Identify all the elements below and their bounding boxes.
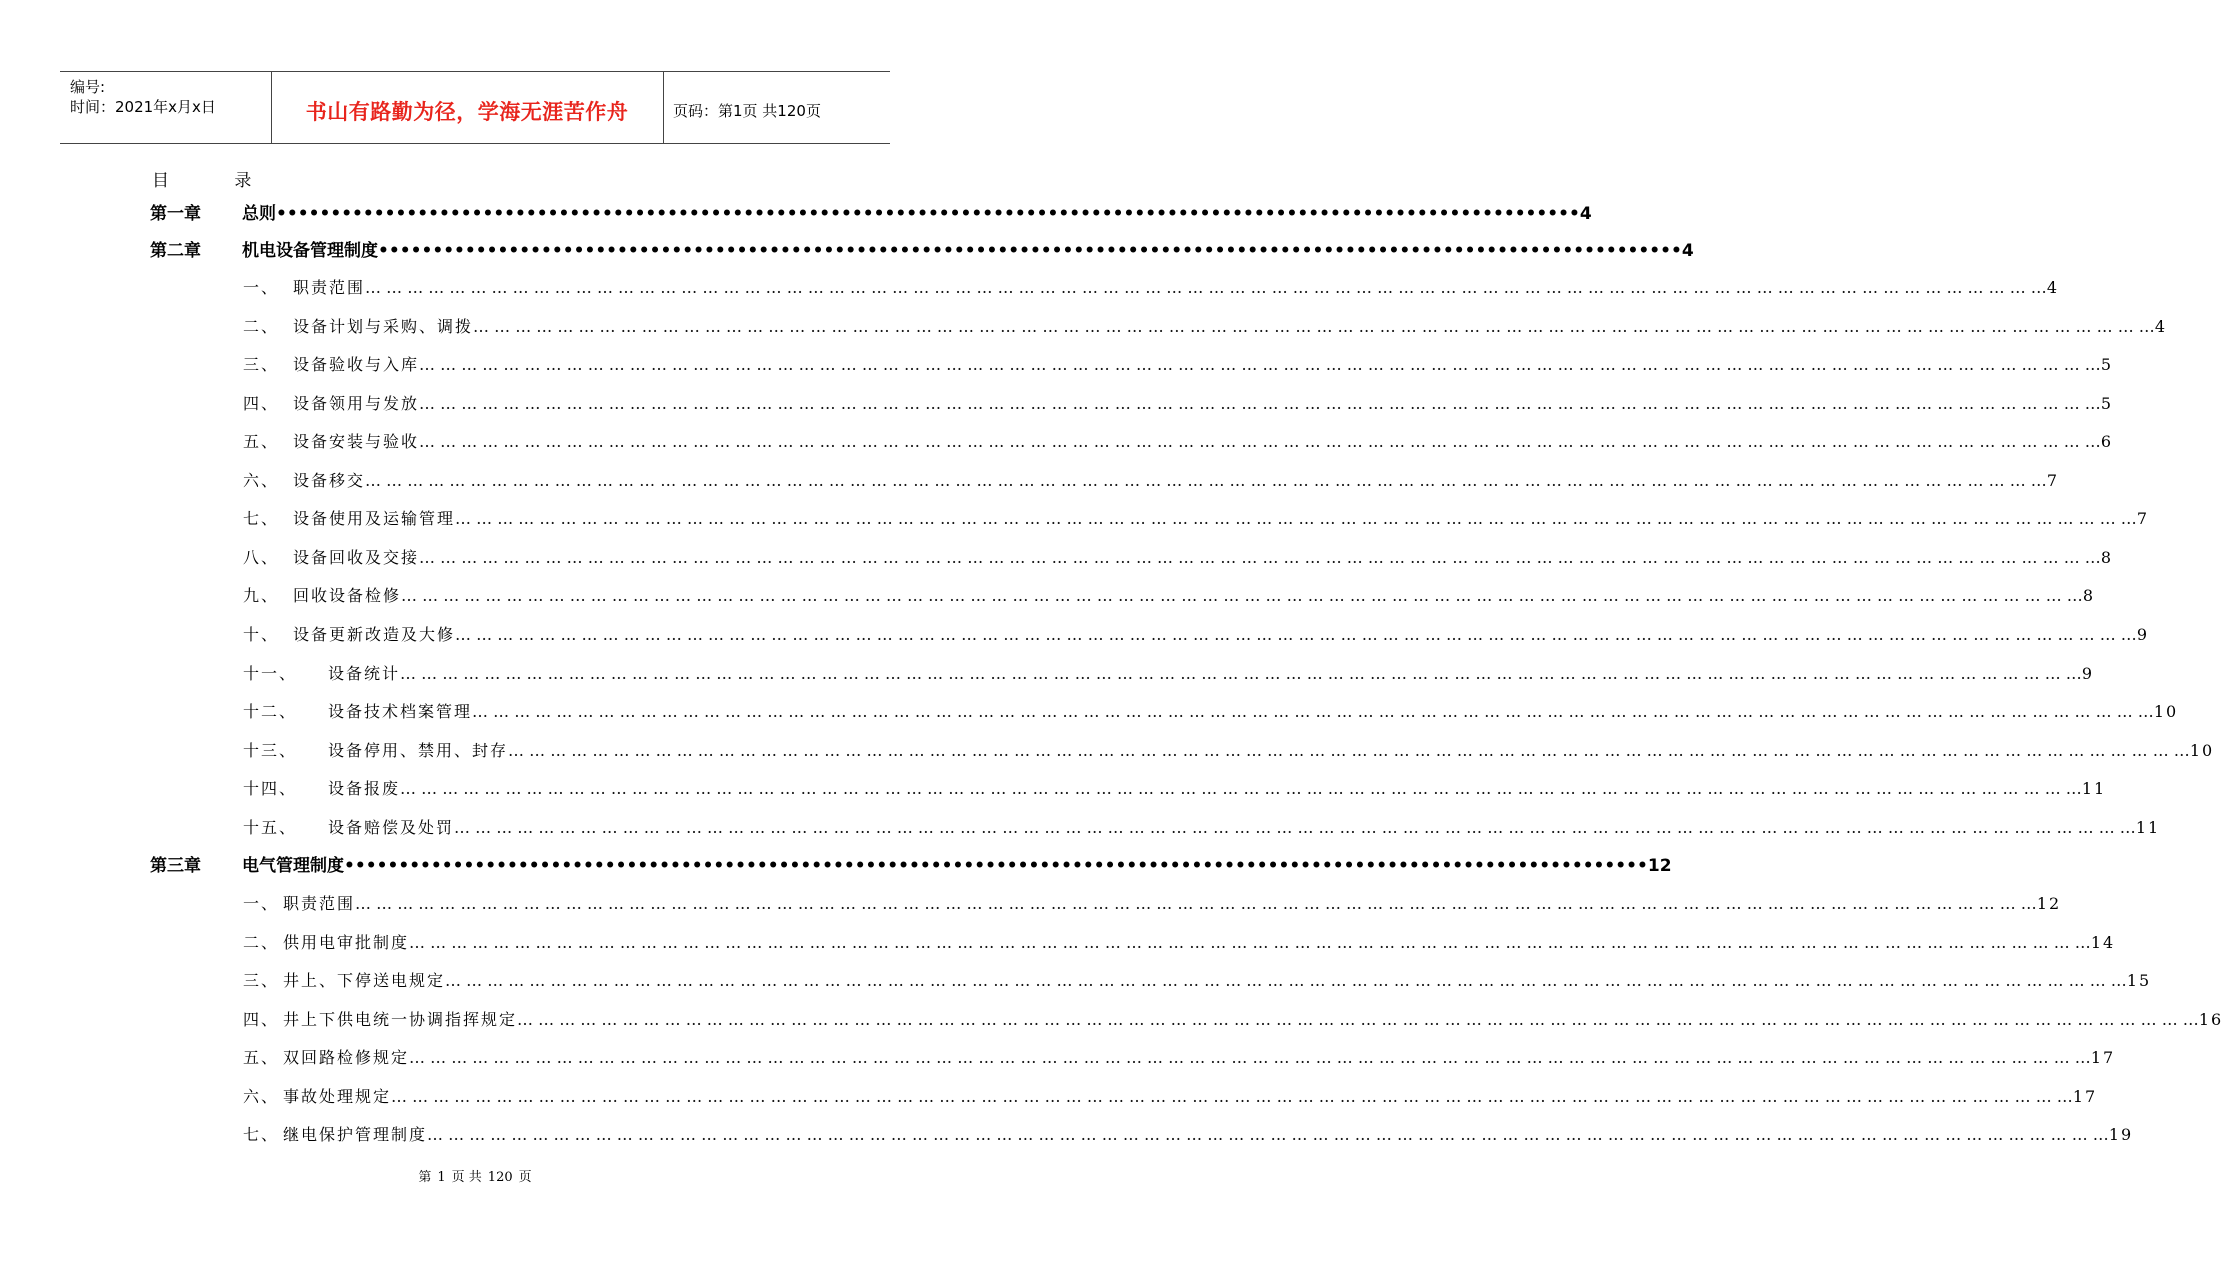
toc-section-title: 继电保护管理制度	[283, 1125, 428, 1145]
toc-section-row[interactable]	[243, 699, 2179, 722]
toc-section-number: 一、	[243, 278, 280, 297]
toc-chapter-label: 第三章	[150, 856, 201, 876]
toc-section-page: 6	[2100, 432, 2113, 452]
toc-section-row[interactable]	[243, 545, 2113, 568]
toc-section-row[interactable]	[243, 468, 2059, 491]
toc-section-number: 四、	[243, 393, 280, 413]
toc-section-page: 9	[2081, 663, 2094, 683]
toc-section-row[interactable]	[243, 275, 2059, 298]
toc-section-title: 设备安装与验收	[293, 432, 420, 452]
toc-section-row[interactable]	[243, 930, 2116, 953]
footer-prefix: 第	[418, 1170, 432, 1185]
toc-section-page: 11	[2135, 817, 2161, 837]
page-header	[60, 71, 890, 144]
toc-section-title: 井上、下停送电规定	[283, 971, 446, 991]
toc-section-title: 双回路检修规定	[283, 1048, 410, 1068]
toc-leader-dots: … … … … … … … … … … … … … … … … … … … … … … … … … … … … … … … … … … … … … … … … … … … … … … … … … … … … … … … … … … … … … … … … … … … … … … … … … … … … … … … …	[472, 702, 2154, 722]
toc-section-row[interactable]	[243, 429, 2113, 452]
toc-section-number: 十五、	[243, 817, 298, 837]
toc-section-title: 供用电审批制度	[283, 932, 410, 952]
toc-leader-dots: … … … … … … … … … … … … … … … … … … … … … … … … … … … … … … … … … … … … … … … … … … … … … … … … … … … … … … … … … … … … … … … … … … … … … … … … … … … … … … … …	[419, 547, 2101, 567]
toc-section-page: 15	[2126, 971, 2152, 991]
toc-section-title: 职责范围	[283, 894, 356, 913]
toc-leader-dots: … … … … … … … … … … … … … … … … … … … … … … … … … … … … … … … … … … … … … … … … … … … … … … … … … … … … … … … … … … … … … … … … … … … … … … … … … … … … … … … …	[455, 624, 2137, 644]
toc-leader-dots: … … … … … … … … … … … … … … … … … … … … … … … … … … … … … … … … … … … … … … … … … … … … … … … … … … … … … … … … … … … … … … … … … … … … … … … … … … … … … … … …	[517, 1009, 2199, 1029]
toc-section-title: 设备赔偿及处罚	[328, 817, 455, 837]
footer-suffix: 页	[518, 1170, 532, 1185]
page-footer	[0, 1166, 950, 1185]
toc-leader-dots: … … … … … … … … … … … … … … … … … … … … … … … … … … … … … … … … … … … … … … … … … … … … … … … … … … … … … … … … … … … … … … … … … … … … … … … … … … … … … … … …	[365, 278, 2047, 297]
header-left-cell	[60, 72, 272, 143]
toc-leader-dots: ••••••••••••••••••••••••••••••••••••••••••••••••••••••••••••••••••••••••••••••••••••••••••••••••••••••••••••••••••••••••	[276, 204, 1580, 224]
footer-page: 1	[437, 1170, 446, 1185]
toc-chapter-page: 4	[1681, 241, 1694, 261]
toc-section-number: 二、	[243, 932, 280, 952]
document-number-label: 编号:	[70, 78, 106, 96]
toc-chapter-title: 总则	[242, 204, 276, 224]
toc-chapter-row[interactable]	[150, 851, 1672, 876]
toc-section-page: 17	[2090, 1048, 2116, 1068]
toc-section-row[interactable]	[243, 622, 2149, 645]
header-middle-cell	[271, 72, 664, 143]
toc-leader-dots: … … … … … … … … … … … … … … … … … … … … … … … … … … … … … … … … … … … … … … … … … … … … … … … … … … … … … … … … … … … … … … … … … … … … … … … … … … … … … … … …	[419, 393, 2101, 413]
toc-section-row[interactable]	[243, 815, 2161, 838]
footer-mid: 页 共	[451, 1170, 482, 1185]
toc-section-number: 五、	[243, 1048, 280, 1068]
toc-section-title: 职责范围	[293, 278, 366, 297]
toc-section-title: 设备使用及运输管理	[293, 509, 456, 529]
toc-section-number: 十四、	[243, 779, 298, 799]
toc-chapter-page: 4	[1579, 204, 1592, 224]
toc-section-number: 十三、	[243, 740, 298, 760]
toc-leader-dots: ••••••••••••••••••••••••••••••••••••••••••••••••••••••••••••••••••••••••••••••••••••••••••••••••••••••••••••••••••••••••	[344, 856, 1648, 876]
toc-leader-dots: … … … … … … … … … … … … … … … … … … … … … … … … … … … … … … … … … … … … … … … … … … … … … … … … … … … … … … … … … … … … … … … … … … … … … … … … … … … … … … … …	[409, 932, 2091, 952]
toc-section-row[interactable]	[243, 738, 2215, 761]
toc-leader-dots: … … … … … … … … … … … … … … … … … … … … … … … … … … … … … … … … … … … … … … … … … … … … … … … … … … … … … … … … … … … … … … … … … … … … … … … … … … … … … … … …	[400, 779, 2082, 799]
toc-section-title: 井上下供电统一协调指挥规定	[283, 1009, 518, 1029]
toc-section-title: 设备报废	[328, 779, 401, 799]
toc-section-number: 三、	[243, 355, 280, 375]
header-page-info: 页码：第1页 共120页	[673, 102, 821, 120]
toc-section-page: 9	[2136, 624, 2149, 644]
toc-leader-dots: … … … … … … … … … … … … … … … … … … … … … … … … … … … … … … … … … … … … … … … … … … … … … … … … … … … … … … … … … … … … … … … … … … … … … … … … … … … … … … … …	[419, 355, 2101, 375]
toc-section-page: 19	[2108, 1125, 2134, 1145]
toc-section-row[interactable]	[243, 506, 2149, 529]
toc-section-page: 14	[2090, 932, 2116, 952]
toc-section-number: 七、	[243, 509, 280, 529]
toc-leader-dots: … … … … … … … … … … … … … … … … … … … … … … … … … … … … … … … … … … … … … … … … … … … … … … … … … … … … … … … … … … … … … … … … … … … … … … … … … … … … … … … …	[401, 586, 2083, 606]
toc-leader-dots: … … … … … … … … … … … … … … … … … … … … … … … … … … … … … … … … … … … … … … … … … … … … … … … … … … … … … … … … … … … … … … … … … … … … … … … … … … … … … … … …	[473, 316, 2155, 336]
toc-section-title: 设备停用、禁用、封存	[328, 740, 509, 760]
toc-section-row[interactable]	[243, 1045, 2116, 1068]
toc-leader-dots: … … … … … … … … … … … … … … … … … … … … … … … … … … … … … … … … … … … … … … … … … … … … … … … … … … … … … … … … … … … … … … … … … … … … … … … … … … … … … … … …	[508, 740, 2190, 760]
toc-chapter-label: 第一章	[150, 204, 201, 224]
toc-section-title: 设备验收与入库	[293, 355, 420, 375]
toc-chapter-row[interactable]	[150, 199, 1592, 224]
toc-section-row[interactable]	[243, 314, 2167, 337]
toc-chapter-title: 机电设备管理制度	[242, 241, 378, 261]
toc-section-page: 10	[2153, 702, 2179, 722]
toc-leader-dots: … … … … … … … … … … … … … … … … … … … … … … … … … … … … … … … … … … … … … … … … … … … … … … … … … … … … … … … … … … … … … … … … … … … … … … … … … … … … … … … …	[454, 817, 2136, 837]
toc-section-page: 4	[2046, 278, 2059, 297]
toc-section-title: 设备技术档案管理	[328, 702, 473, 722]
toc-section-row[interactable]	[243, 1007, 2223, 1030]
toc-section-number: 六、	[243, 1086, 280, 1106]
toc-leader-dots: … … … … … … … … … … … … … … … … … … … … … … … … … … … … … … … … … … … … … … … … … … … … … … … … … … … … … … … … … … … … … … … … … … … … … … … … … … … … … … … …	[455, 509, 2137, 529]
toc-section-page: 8	[2082, 586, 2095, 606]
toc-section-number: 十一、	[243, 663, 298, 683]
toc-section-row[interactable]	[243, 1122, 2134, 1145]
toc-chapter-row[interactable]	[150, 236, 1694, 261]
toc-section-row[interactable]	[243, 661, 2094, 684]
toc-section-page: 11	[2081, 779, 2107, 799]
toc-chapter-title: 电气管理制度	[242, 856, 344, 876]
toc-section-row[interactable]	[243, 891, 2062, 914]
toc-section-row[interactable]	[243, 391, 2113, 414]
toc-section-title: 设备统计	[328, 663, 401, 683]
header-motto: 书山有路勤为径，学海无涯苦作舟	[305, 100, 629, 124]
toc-chapter-page: 12	[1647, 856, 1672, 876]
toc-section-number: 八、	[243, 547, 280, 567]
toc-section-page: 5	[2100, 355, 2113, 375]
toc-section-title: 设备领用与发放	[293, 393, 420, 413]
toc-section-page: 7	[2046, 470, 2059, 490]
toc-section-row[interactable]	[243, 583, 2095, 606]
toc-leader-dots: … … … … … … … … … … … … … … … … … … … … … … … … … … … … … … … … … … … … … … … … … … … … … … … … … … … … … … … … … … … … … … … … … … … … … … … … … … … … … … … …	[391, 1086, 2073, 1106]
toc-section-row[interactable]	[243, 352, 2113, 375]
toc-title: 目 录	[152, 171, 282, 191]
toc-section-number: 六、	[243, 470, 280, 490]
toc-section-row[interactable]	[243, 968, 2152, 991]
footer-total: 120	[487, 1170, 513, 1185]
toc-leader-dots: ••••••••••••••••••••••••••••••••••••••••••••••••••••••••••••••••••••••••••••••••••••••••••••••••••••••••••••••••••••••••	[378, 241, 1682, 261]
document-time-label: 时间：2021年x月x日	[70, 98, 216, 116]
toc-section-row[interactable]	[243, 776, 2107, 799]
toc-section-title: 设备更新改造及大修	[293, 624, 456, 644]
toc-section-number: 九、	[243, 586, 280, 606]
toc-leader-dots: … … … … … … … … … … … … … … … … … … … … … … … … … … … … … … … … … … … … … … … … … … … … … … … … … … … … … … … … … … … … … … … … … … … … … … … … … … … … … … … …	[427, 1125, 2109, 1145]
toc-section-number: 二、	[243, 316, 280, 336]
toc-leader-dots: … … … … … … … … … … … … … … … … … … … … … … … … … … … … … … … … … … … … … … … … … … … … … … … … … … … … … … … … … … … … … … … … … … … … … … … … … … … … … … … …	[419, 432, 2101, 452]
toc-leader-dots: … … … … … … … … … … … … … … … … … … … … … … … … … … … … … … … … … … … … … … … … … … … … … … … … … … … … … … … … … … … … … … … … … … … … … … … … … … … … … … … …	[365, 470, 2047, 490]
toc-section-number: 十、	[243, 624, 280, 644]
toc-section-number: 一、	[243, 894, 280, 913]
toc-section-number: 十二、	[243, 702, 298, 722]
toc-chapter-label: 第二章	[150, 241, 201, 261]
toc-section-number: 七、	[243, 1125, 280, 1145]
toc-section-page: 5	[2100, 393, 2113, 413]
toc-section-page: 4	[2154, 316, 2167, 336]
toc-section-title: 事故处理规定	[283, 1086, 392, 1106]
toc-section-title: 设备计划与采购、调拨	[293, 316, 474, 336]
toc-section-number: 三、	[243, 971, 280, 991]
toc-section-page: 17	[2072, 1086, 2098, 1106]
toc-section-title: 设备移交	[293, 470, 366, 490]
toc-section-page: 10	[2189, 740, 2215, 760]
toc-leader-dots: … … … … … … … … … … … … … … … … … … … … … … … … … … … … … … … … … … … … … … … … … … … … … … … … … … … … … … … … … … … … … … … … … … … … … … … … … … … … … … … …	[355, 894, 2037, 913]
toc-section-page: 7	[2136, 509, 2149, 529]
toc-section-title: 回收设备检修	[293, 586, 402, 606]
toc-section-number: 四、	[243, 1009, 280, 1029]
toc-leader-dots: … … … … … … … … … … … … … … … … … … … … … … … … … … … … … … … … … … … … … … … … … … … … … … … … … … … … … … … … … … … … … … … … … … … … … … … … … … … … … … … …	[400, 663, 2082, 683]
header-right-cell	[663, 72, 890, 143]
toc-section-page: 12	[2036, 894, 2062, 913]
toc-section-page: 16	[2198, 1009, 2223, 1029]
toc-section-row[interactable]	[243, 1084, 2098, 1107]
toc-section-page: 8	[2100, 547, 2113, 567]
toc-section-title: 设备回收及交接	[293, 547, 420, 567]
toc-section-number: 五、	[243, 432, 280, 452]
toc-leader-dots: … … … … … … … … … … … … … … … … … … … … … … … … … … … … … … … … … … … … … … … … … … … … … … … … … … … … … … … … … … … … … … … … … … … … … … … … … … … … … … … …	[409, 1048, 2091, 1068]
toc-leader-dots: … … … … … … … … … … … … … … … … … … … … … … … … … … … … … … … … … … … … … … … … … … … … … … … … … … … … … … … … … … … … … … … … … … … … … … … … … … … … … … … …	[445, 971, 2127, 991]
